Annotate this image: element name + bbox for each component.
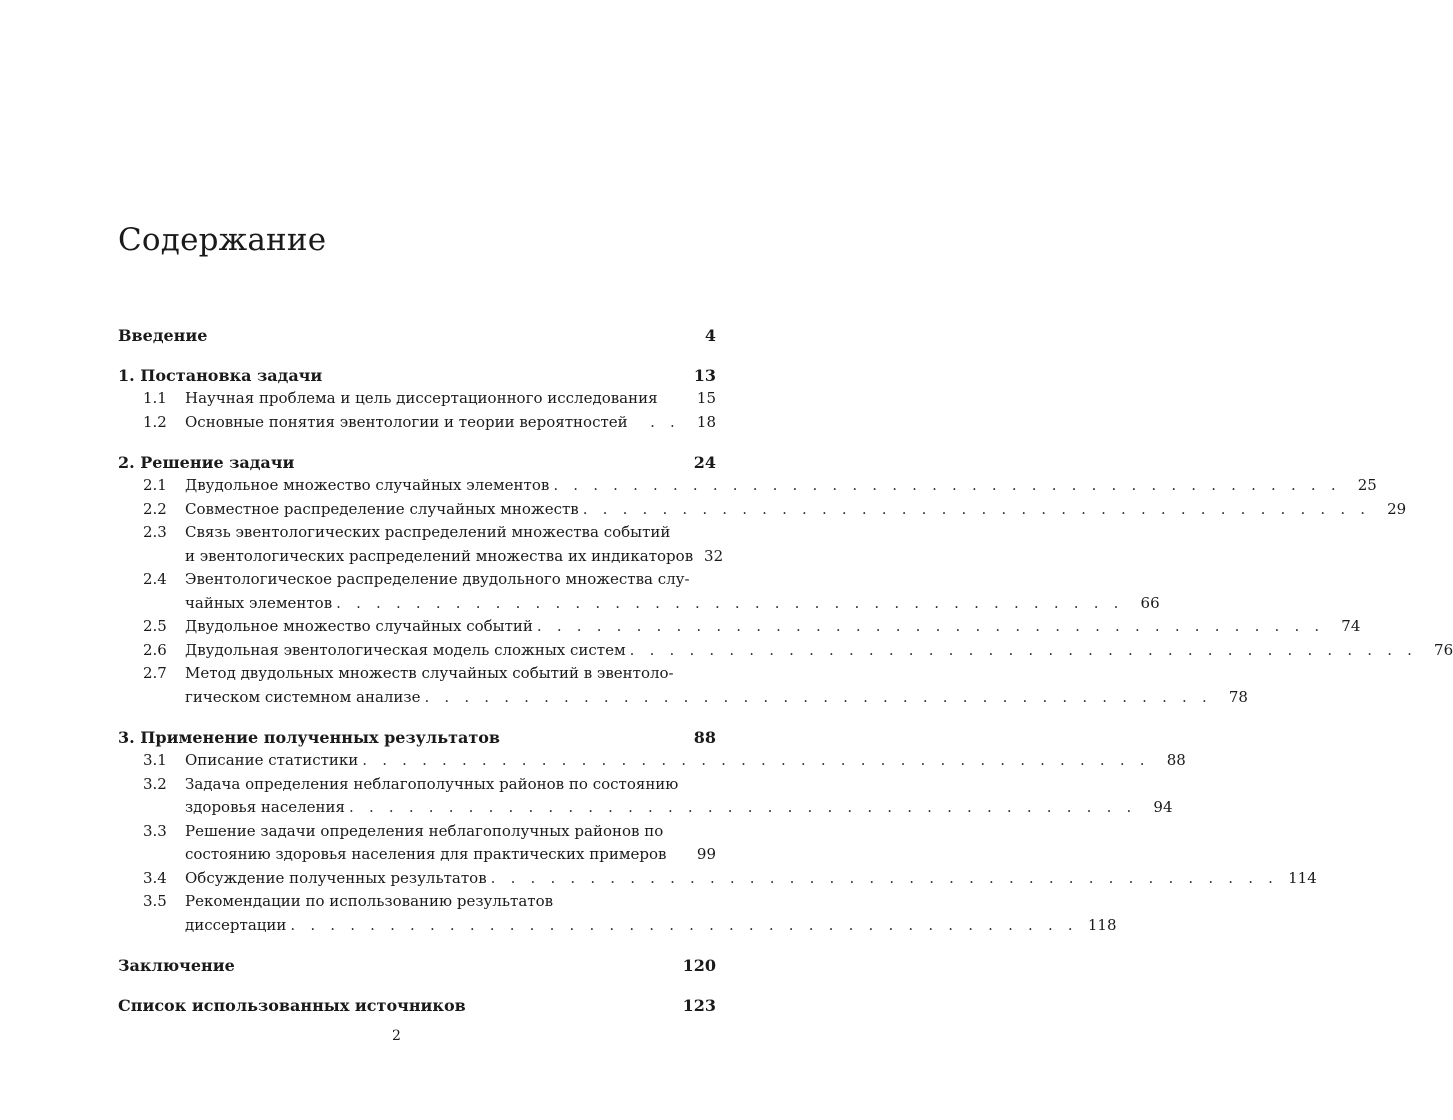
toc-entry-3-4[interactable] — [118, 867, 1317, 891]
section-title-cont: чайных элементов — [185, 593, 333, 612]
chapter-label: 2. Решение задачи — [118, 453, 295, 472]
section-page: 76 — [1434, 640, 1453, 659]
section-page: 18 — [696, 412, 716, 431]
section-number: 2.5 — [143, 617, 167, 635]
table-of-contents — [118, 324, 1453, 1017]
section-title-cont: и эвентологических распределений множества их индикаторов — [185, 546, 694, 565]
leader-dots: . . . . . . . . . . . . . . . . . . . . . . . . . . . . . . . . . . . . . . . . — [490, 868, 1279, 887]
leader-dots: . . . . . . . . . . . . . . . . . . . . . . . . . . . . . . . . . . . . . . . . — [582, 499, 1371, 518]
toc-entry-3-2[interactable] — [118, 773, 1173, 820]
section-page: 66 — [1140, 593, 1160, 612]
leader-dots: . . . . . . . . . . . . . . . . . . . . . . . . . . . . . . . . . . . . . . . . — [629, 640, 1418, 659]
section-page: 29 — [1387, 499, 1407, 518]
page-number: 2 — [392, 1028, 401, 1044]
section-title: Решение задачи определения неблагополучных районов по — [185, 821, 664, 840]
chapter-page: 88 — [693, 728, 716, 747]
toc-entry-3-5[interactable] — [118, 890, 1117, 937]
leader-dots: . . . . . . . . . . . . . . . . . . . . . . . . . . . . . . . . . . . . . . . . — [536, 617, 1325, 635]
toc-entry-2-5[interactable] — [118, 615, 1361, 639]
section-page: 99 — [696, 845, 716, 863]
section-number: 3.2 — [143, 774, 167, 793]
toc-entry-2-3[interactable] — [118, 521, 724, 568]
section-title: Двудольное множество случайных элементов — [185, 476, 550, 494]
chapter-label: Список использованных источников — [118, 996, 466, 1015]
leader-dots: . . . . . . . . . . . . . . . . . . . . . . . . . . . . . . . . . . . . . . . . — [424, 687, 1212, 706]
section-number: 1.1 — [143, 389, 167, 407]
section-number: 3.3 — [143, 821, 167, 840]
section-number: 3.5 — [143, 892, 167, 910]
section-title-cont: гическом системном анализе — [185, 687, 421, 706]
toc-entry-conclusion[interactable] — [118, 954, 716, 977]
page-title: Содержание — [118, 222, 327, 258]
toc-entry-chapter-2[interactable] — [118, 451, 716, 474]
section-page: 94 — [1153, 798, 1173, 816]
leader-dots: . . . . . . . . . . . . . . . . . . . . . . . . . . . . . . . . . . . . . . . . — [290, 915, 1078, 934]
section-number: 2.1 — [143, 476, 167, 494]
chapter-page: 123 — [682, 996, 716, 1015]
leader-dots: . . — [650, 412, 680, 431]
section-number: 3.4 — [143, 868, 167, 887]
toc-entry-chapter-1[interactable] — [118, 364, 716, 387]
section-title: Метод двудольных множеств случайных событий в эвентоло- — [185, 664, 674, 682]
toc-entry-1-1[interactable] — [118, 387, 716, 411]
toc-entry-2-4[interactable] — [118, 568, 1160, 615]
section-title: Двудольная эвентологическая модель сложных систем — [185, 640, 626, 659]
chapter-label: 3. Применение полученных результатов — [118, 728, 501, 747]
chapter-label: Заключение — [118, 956, 235, 975]
section-number: 2.6 — [143, 640, 167, 659]
chapter-label: 1. Постановка задачи — [118, 366, 323, 385]
toc-entry-intro[interactable] — [118, 324, 716, 347]
chapter-label: Введение — [118, 326, 208, 345]
section-page: 15 — [696, 389, 716, 407]
chapter-page: 4 — [704, 326, 716, 345]
section-title: Двудольное множество случайных событий — [185, 617, 533, 635]
section-title: Научная проблема и цель диссертационного исследования — [185, 389, 658, 407]
section-title: Совместное распределение случайных множеств — [185, 499, 579, 518]
section-page: 74 — [1341, 617, 1361, 635]
section-title-cont: здоровья населения — [185, 798, 346, 816]
section-title: Связь эвентологических распределений множества событий — [185, 523, 671, 541]
section-title: Рекомендации по использованию результатов — [185, 892, 554, 910]
section-page: 32 — [704, 546, 724, 565]
toc-entry-3-1[interactable] — [118, 749, 1186, 773]
section-title: Основные понятия эвентологии и теории вероятностей — [185, 412, 628, 431]
toc-entry-2-1[interactable] — [118, 474, 1377, 498]
section-number: 1.2 — [143, 412, 167, 431]
chapter-page: 120 — [682, 956, 716, 975]
section-page: 88 — [1166, 751, 1186, 769]
section-title-cont: диссертации — [185, 915, 287, 934]
section-title-cont: состоянию здоровья населения для практических примеров — [185, 845, 667, 863]
leader-dots: . . . . . . . . . . . . . . . . . . . . . . . . . . . . . . . . . . . . . . . . — [362, 751, 1150, 769]
toc-entry-references[interactable] — [118, 994, 716, 1017]
leader-dots: . . . . . . . . . . . . . . . . . . . . . . . . . . . . . . . . . . . . . . . . — [553, 476, 1341, 494]
toc-entry-chapter-3[interactable] — [118, 726, 716, 749]
toc-entry-2-7[interactable] — [118, 662, 1248, 709]
leader-dots: . . . . . . . . . . . . . . . . . . . . . . . . . . . . . . . . . . . . . . . . — [336, 593, 1124, 612]
section-number: 2.2 — [143, 499, 167, 518]
section-title: Описание статистики — [185, 751, 359, 769]
section-title: Задача определения неблагополучных районов по состоянию — [185, 774, 679, 793]
chapter-page: 24 — [693, 453, 716, 472]
toc-entry-2-6[interactable] — [118, 639, 1453, 663]
leader-dots: . . . . . . . . . . . . . . . . . . . . . . . . . . . . . . . . . . . . . . . . — [349, 798, 1137, 816]
chapter-page: 13 — [693, 366, 716, 385]
section-title: Эвентологическое распределение двудольного множества слу- — [185, 570, 690, 588]
section-page: 118 — [1087, 915, 1117, 934]
section-number: 3.1 — [143, 751, 167, 769]
section-page: 114 — [1288, 868, 1317, 887]
section-page: 78 — [1228, 687, 1248, 706]
section-number: 2.4 — [143, 570, 167, 588]
section-number: 2.7 — [143, 664, 167, 682]
section-number: 2.3 — [143, 523, 167, 541]
section-title: Обсуждение полученных результатов — [185, 868, 487, 887]
toc-entry-2-2[interactable] — [118, 498, 1407, 522]
toc-entry-3-3[interactable] — [118, 820, 716, 867]
section-page: 25 — [1357, 476, 1377, 494]
toc-entry-1-2[interactable] — [118, 411, 716, 435]
